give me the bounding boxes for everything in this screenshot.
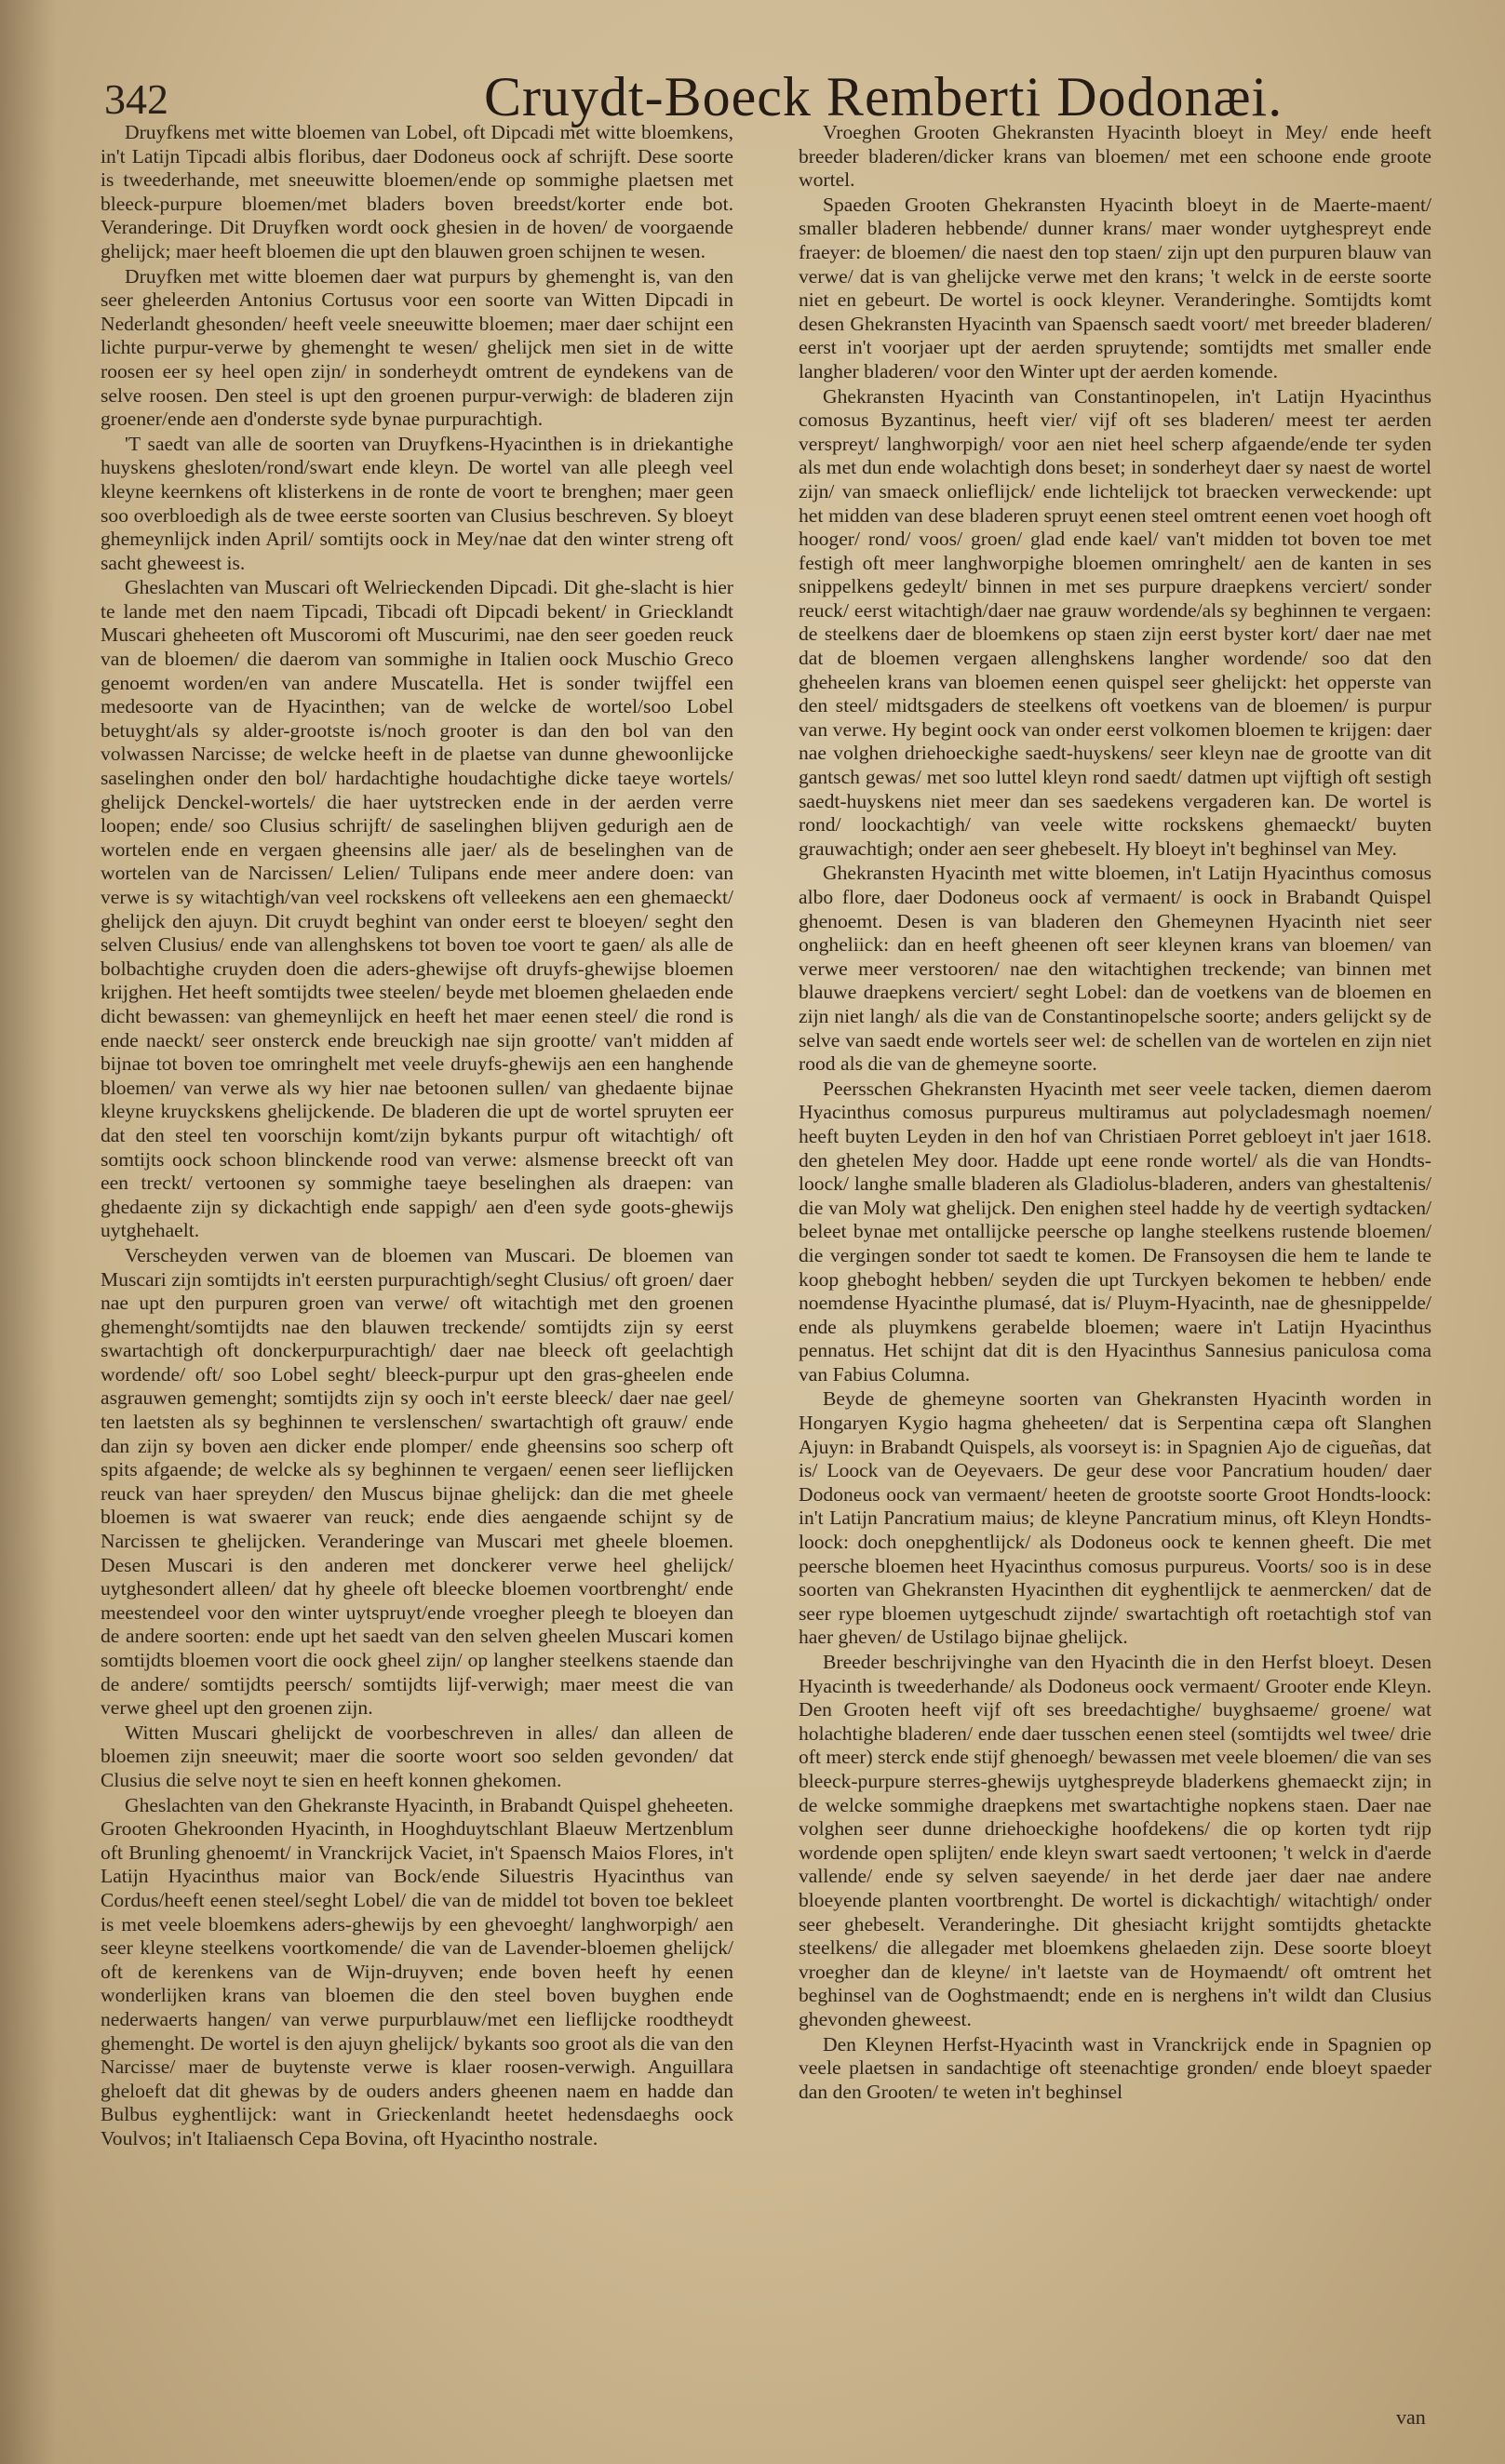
paragraph: Peersschen Ghekransten Hyacinth met seer veele tacken, diemen daerom Hyacinthus comosus purpureus multiramus aut polycladesmagh noemen/ heeft buyten Leyden in den hof van Christiaen Porret gebloeyt in't jaer 1618. den ghetelen Mey door. Hadde upt eene ronde wortel/ als die van Hondts-loock/ langhe smalle bladeren als Gladiolus-bladeren, anders van ghestaltenis/ die van Moly wat ghelijck. Den enighen steel hadde hy de veertigh sydtacken/ beleet bynae met ontallijcke peersche op langhe steelkens rustende bloemen/ die vergingen sonder tot saedt te komen. De Fransoysen die hem te lande te koop gheboght hebben/ seyden die upt Turckyen bekomen te hebben/ ende noemdense Hyacinthe plumasé, dat is/ Pluym-Hyacinth, nae de ghesnippelde/ ende als pluymkens gerabelde bloemen; waere in't Latijn Hyacinthus pennatus. Het schijnt dat dit is den Hyacinthus Sannesius paniculosa coma van Fabius Columna.	[799, 1077, 1431, 1386]
left-column	[101, 121, 733, 2429]
paragraph: Gheslachten van den Ghekranste Hyacinth, in Brabandt Quispel gheheeten. Grooten Ghekroonden Hyacinth, in Hooghduytschlant Blaeuw Mertzenblum oft Brunling ghenoemt/ in Vranckrijck Vaciet, in't Spaensch Maios Flores, in't Latijn Hyacinthus maior van Bock/ende Siluestris Hyacinthus van Cordus/heeft eenen steel/seght Lobel/ die van de middel tot boven toe bekleet is met veele bloemkens aders-ghewijs by een ghevoeght/ langhworpigh/ aen seer kleyne steelkens voortkomende/ die van de Lavender-bloemen ghelijck/ oft de kerenkens van de Wijn-druyven; ende boven heeft hy eenen wonderlijken krans van bloemen die den steel boven buyghen ende nederwaerts hangen/ van verwe purpurblauw/met een lieflijcke roodtheydt ghemenght. De wortel is den ajuyn ghelijck/ bykants soo groot als die van den Narcisse/ maer de buytenste verwe is klaer roosen-verwigh. Anguillara gheloeft dat dit ghewas by de ouders anders gheenen naem en hadde dan Bulbus eyghentlijck: want in Grieckenlandt heetet hedensdaeghs oock Voulvos; in't Italiaensch Cepa Bovina, oft Hyacintho nostrale.	[101, 1793, 733, 2149]
running-title: Cruydt-Boeck Remberti Dodonæi.	[484, 66, 1283, 127]
paragraph: Druyfkens met witte bloemen van Lobel, oft Dipcadi met witte bloemkens, in't Latijn Tipcadi albis floribus, daer Dodoneus oock af schrijft. Dese soorte is tweederhande, met sneeuwitte bloemen/ende op sommighe plaetsen met bleeck-purpure bloemen/met bladers boven breedst/korter ende bot. Veranderinge. Dit Druyfken wordt oock ghesien in de hoven/ de voorgaende ghelijck; maer heeft bloemen die upt den blauwen groen schijnen te wesen.	[101, 121, 733, 262]
page-number: 342	[104, 75, 168, 123]
paragraph: Gheslachten van Muscari oft Welrieckenden Dipcadi. Dit ghe-slacht is hier te lande met den naem Tipcadi, Tibcadi oft Dipcadi bekent/ in Griecklandt Muscari gheheeten oft Muscoromi oft Muscurimi, nae den seer goeden reuck van de bloemen/ die daerom van sommighe in Italien oock Muschio Greco genoemt worden/en van andere Muscatella. Het is sonder twijffel een medesoorte van de Hyacinthen; van de welcke de wortel/soo Lobel betuyght/als sy alder-grootste is/noch grooter is dan den bol van den volwassen Narcisse; de welcke heeft in de plaetse van dunne ghewoonlijcke saselinghen onder den bol/ hardachtighe houdachtighe dicke taeye wortels/ ghelijck Denckel-wortels/ die haer uytstrecken ende in der aerden verre loopen; ende/ soo Clusius schrijft/ de saselinghen blijven gedurigh aen de wortelen ende en vergaen gheensins alle jaer/ als de beselinghen van de wortelen van de Narcissen/ Lelien/ Tulipans ende meer andere doen: van verwe is sy witachtigh/van veel rockskens oft velleekens aen een ghemaeckt/ ghelijck den ajuyn. Dit cruydt beghint van onder eerst te bloeyen/ seght den selven Clusius/ ende van allenghskens tot boven toe voort te gaen/ als alle de bolbachtighe cruyden doen die aders-ghewijse oft druyfs-ghewijse bloemen krijghen. Het heeft somtijdts twee steelen/ beyde met bloemen ghelaeden ende dicht bewassen: van ghemeynlijck en heeft het maer eenen steel/ die rond is ende naeckt/ seer onsterck ende breuckigh nae sijn grootte/ van't midden af bijnae tot boven toe omringhelt met veele druyfs-ghewijs aen een hanghende bloemen/ van verwe als wy hier nae betoonen sullen/ van ghedaente bijnae kleyne kruyckskens ghelijckende. De bladeren die upt de wortel spruyten eer dat den steel ten voorschijn komt/zijn bykants purpur oft witachtigh/ oft somtijts oock schoon blinckende rood van verwe: alsmense breeckt oft van een treckt/ vertoonen sy sommighe taeye beselinghen als draepen: van ghedaente zijn sy dickachtigh ende sappigh/ aen d'een syde goots-ghewijs uytghehaelt.	[101, 576, 733, 1242]
paragraph: Beyde de ghemeyne soorten van Ghekransten Hyacinth worden in Hongaryen Kygio hagma gheheeten/ dat is Serpentina cæpa oft Slanghen Ajuyn: in Brabandt Quispels, als voorseyt is: in Spagnien Ajo de cigueñas, dat is/ Loock van de Oeyevaers. De geur dese voor Pancratium houden/ daer Dodoneus oock van vermaent/ heeten de grootste soorte Groot Hondts-loock: in't Latijn Pancratium maius; de kleyne Pancratium minus, oft Kleyn Hondts-loock: doch onepghentlijck/ als Dodoneus oock te kennen gheeft. Die met peersche bloemen heet Hyacinthus comosus purpureus. Voorts/ soo is in dese soorten van Ghekransten Hyacinthen dit eyghentlijck te aenmercken/ dat de seer rype bloemen uytgeschudt zijnde/ swartachtigh oft roetachtigh stof van haer gheven/ de Ustilago bijnae ghelijck.	[799, 1387, 1431, 1649]
paragraph: 'T saedt van alle de soorten van Druyfkens-Hyacinthen is in driekantighe huyskens ghesloten/rond/swart ende kleyn. De wortel van alle pleegh veel kleyne keernkens oft klisterkens in de ronte de voort te brenghen; maer geen soo overbloedigh als de twee eerste soorten van Clusius beschreven. Sy bloeyt ghemeynlijck inden April/ somtijts oock in Mey/nae dat den winter streng oft sacht gheweest is.	[101, 432, 733, 574]
catchword: van	[1396, 2405, 1426, 2429]
page-header	[93, 56, 1433, 130]
paragraph: Verscheyden verwen van de bloemen van Muscari. De bloemen van Muscari zijn somtijdts in't eersten purpurachtigh/seght Clusius/ oft groen/ daer nae upt den purpuren groen van verwe/ oft witachtigh met den groenen ghemenght/somtijdts nae den blauwen treckende/ somtijdts zijn sy eerst swartachtigh oft donckerpurpurachtigh/ daer nae bleeck oft geelachtigh wordende/ oft/ soo Lobel seght/ bleeck-purpur upt den gras-gheelen ende asgrauwen gemenght; somtijdts zijn sy ooch in't eerste bleeck/ daer nae geel/ ten laetsten als sy beghinnen te verslenschen/ swartachtigh oft grauw/ ende dan zijn sy boven aen dicker ende plomper/ ende gheensins soo scherp oft spits afgaende; de welcke als sy beghinnen te vergaen/ eenen seer lieflijcken reuck van haer spreyden/ den Muscus bijnae ghelijck: dan die met gheele bloemen is wat swaerer van reuck; ende dies aengaende schijnt sy de Narcissen te ghelijcken. Veranderinge van Muscari met gheele bloemen. Desen Muscari is den anderen met donckerer verwe heel ghelijck/ uytghesondert alleen/ dat hy gheele oft bleecke bloemen voortbrenght/ ende meestendeel voor den winter uytspruyt/ende vroegher pleegh te bloeyen dan de andere soorten: ende upt het saedt van den selven gheelen Muscari komen somtijdts bloemen voort die oock gheel zijn/ op langher steelkens staende dan de andere/ somtijdts peersch/ somtijdts lijf-verwigh; maer meest die van verwe gheel upt den groenen zijn.	[101, 1243, 733, 1720]
paragraph: Spaeden Grooten Ghekransten Hyacinth bloeyt in de Maerte-maent/ smaller bladeren hebbende/ dunner krans/ maer wonder uytghespreyt ende fraeyer: de bloemen/ die naest den top staen/ zijn upt den purpuren blauw van verwe/ dat is van ghelijcke verwe met den krans; 't welck in de eerste soorte niet en gebeurt. De wortel is oock kleyner. Veranderinghe. Somtijdts komt desen Ghekransten Hyacinth van Spaensch saedt voort/ met breeder bladeren/ eerst in't voorjaer upt der aerden spruytende; somtijdts met smaller ende langher bladeren/ voor den Winter upt der aerden komende.	[799, 193, 1431, 382]
paragraph: Breeder beschrijvinghe van den Hyacinth die in den Herfst bloeyt. Desen Hyacinth is tweederhande/ als Dodoneus oock vermaent/ Grooter ende Kleyn. Den Grooten heeft vijf oft ses breedachtighe/ buyghsaeme/ groene/ wat holachtighe bladeren/ ende daer tusschen eenen steel (somtijdts wel twee/ drie oft meer) sterck ende stijf ghenoegh/ bewassen met veele bloemen/ die van ses bleeck-purpure sterres-ghewijs uytghespreyde bladerkens ghemaeckt zijn; in de welcke sommighe draepkens met swartachtighe nopkens staen. Daer nae volghen seer dunne driehoeckighe hoofdekens/ die op korten tydt rijp wordende open splijten/ ende kleyn swart saedt vertoonen; 't welck in d'aerde vallende/ ende sy selven saeyende/ in het derde jaer daer nae andere bloeyende planten voortbrenght. De wortel is dickachtigh/ witachtigh/ onder seer ghebeselt. Veranderinghe. Dit ghesiacht krijght somtijdts ghetackte steelkens/ die allegader met bloemkens ghelaeden zijn. Dese soorte bloeyt vroegher dan de kleyne/ in't laetste van de Hoymaendt/ oft omtrent het beghinsel van de Ooghstmaendt; ende en is nerghens in't wildt dan Clusius ghevonden gheweest.	[799, 1651, 1431, 2030]
paragraph: Den Kleynen Herfst-Hyacinth wast in Vranckrijck ende in Spagnien op veele plaetsen in sandachtige oft steenachtige gronden/ ende bloeyt spaeder dan den Grooten/ te weten in't beghinsel	[799, 2032, 1431, 2103]
right-column	[799, 121, 1431, 2429]
gutter-shadow	[0, 0, 56, 2464]
paragraph: Druyfken met witte bloemen daer wat purpurs by ghemenght is, van den seer gheleerden Antonius Cortusus voor een soorte van Witten Dipcadi in Nederlandt ghesonden/ heeft veele sneeuwitte bloemen; maer daer schijnt een lichte purpur-verwe by ghemenght te wesen/ ghelijck men siet in de witte roosen eer sy heel open zijn/ in sonderheydt omtrent de eyndekens van de selve roosen. Den steel is upt den groenen purpur-verwigh: de bladeren zijn groener/ende aen d'onderste syde bynae purpurachtigh.	[101, 264, 733, 431]
paragraph: Witten Muscari ghelijckt de voorbeschreven in alles/ dan alleen de bloemen zijn sneeuwit; maer die soorte woort soo selden gevonden/ dat Clusius die selve noyt te sien en heeft konnen ghekomen.	[101, 1721, 733, 1791]
paragraph: Vroeghen Grooten Ghekransten Hyacinth bloeyt in Mey/ ende heeft breeder bladeren/dicker krans van bloemen/ met een schoone ende groote wortel.	[799, 121, 1431, 192]
paragraph: Ghekransten Hyacinth van Constantinopelen, in't Latijn Hyacinthus comosus Byzantinus, heeft vier/ vijf oft ses bladeren/ meest ter aerden verspreyt/ langhworpigh/ voor aen niet heel scherp afgaende/ende ter syden als met dun ende wolachtigh dons beset; in sonderheyt daer sy naest de wortel zijn/ van smaeck onlieflijck/ ende lichtelijck tot braecken verweckende: upt het midden van dese bladeren spruyt eenen steel omtrent eenen voet hoogh oft hooger/ rond/ voos/ groen/ glad ende kael/ van't midden tot boven toe met festigh oft meer langhworpighe bloemen omringhelt/ aen de kanten in ses snippelkens gedeylt/ binnen in met ses purpure draepkens verciert/ sonder reuck/ eerst witachtigh/daer nae grauw wordende/als sy beghinnen te vergaen: de steelkens daer de bloemkens op staen zijn eerst byster kort/ daer nae met dat de bloemen vergaen allenghskens langher wordende/ soo dat den gheheelen krans van bloemen eenen quispel seer ghelijckt: het opperste van den steel/ midtsgaders de steelkens oft voetkens van de bloemen/ is purpur van verwe. Hy begint oock van onder eerst volkomen bloemen te krijgen: daer nae volghen driehoeckighe saedt-huyskens/ seer kleyn nae de grootte van dit gantsch gewas/ met soo luttel kleyn rond saedt/ datmen upt vijftigh oft sestigh saedt-huyskens niet meer dan ses saedekens vergaderen kan. De wortel is rond/ loockachtigh/ van veele witte rockskens ghemaeckt/ buyten grauwachtigh; onder aen seer ghebeselt. Hy bloeyt in't beghinsel van Mey.	[799, 384, 1431, 860]
paragraph: Ghekransten Hyacinth met witte bloemen, in't Latijn Hyacinthus comosus albo flore, daer Dodoneus oock af vermaent/ is oock in Brabandt Quispel ghenoemt. Desen is van bladeren den Ghemeynen Hyacinth niet seer ongheliick: dan en heeft gheenen oft seer kleynen krans van bloemen/ van verwe meer verstooren/ nae den witachtighen treckende; van binnen met blauwe draepkens verciert/ seght Lobel: dan de voetkens van de bloemen en zijn niet langh/ als die van de Constantinopelsche soorte; anders gelijckt sy de selve van saedt ende wortels seer wel: de schellen van de wortelen en zijn niet rood als die van de ghemeyne soorte.	[799, 862, 1431, 1076]
